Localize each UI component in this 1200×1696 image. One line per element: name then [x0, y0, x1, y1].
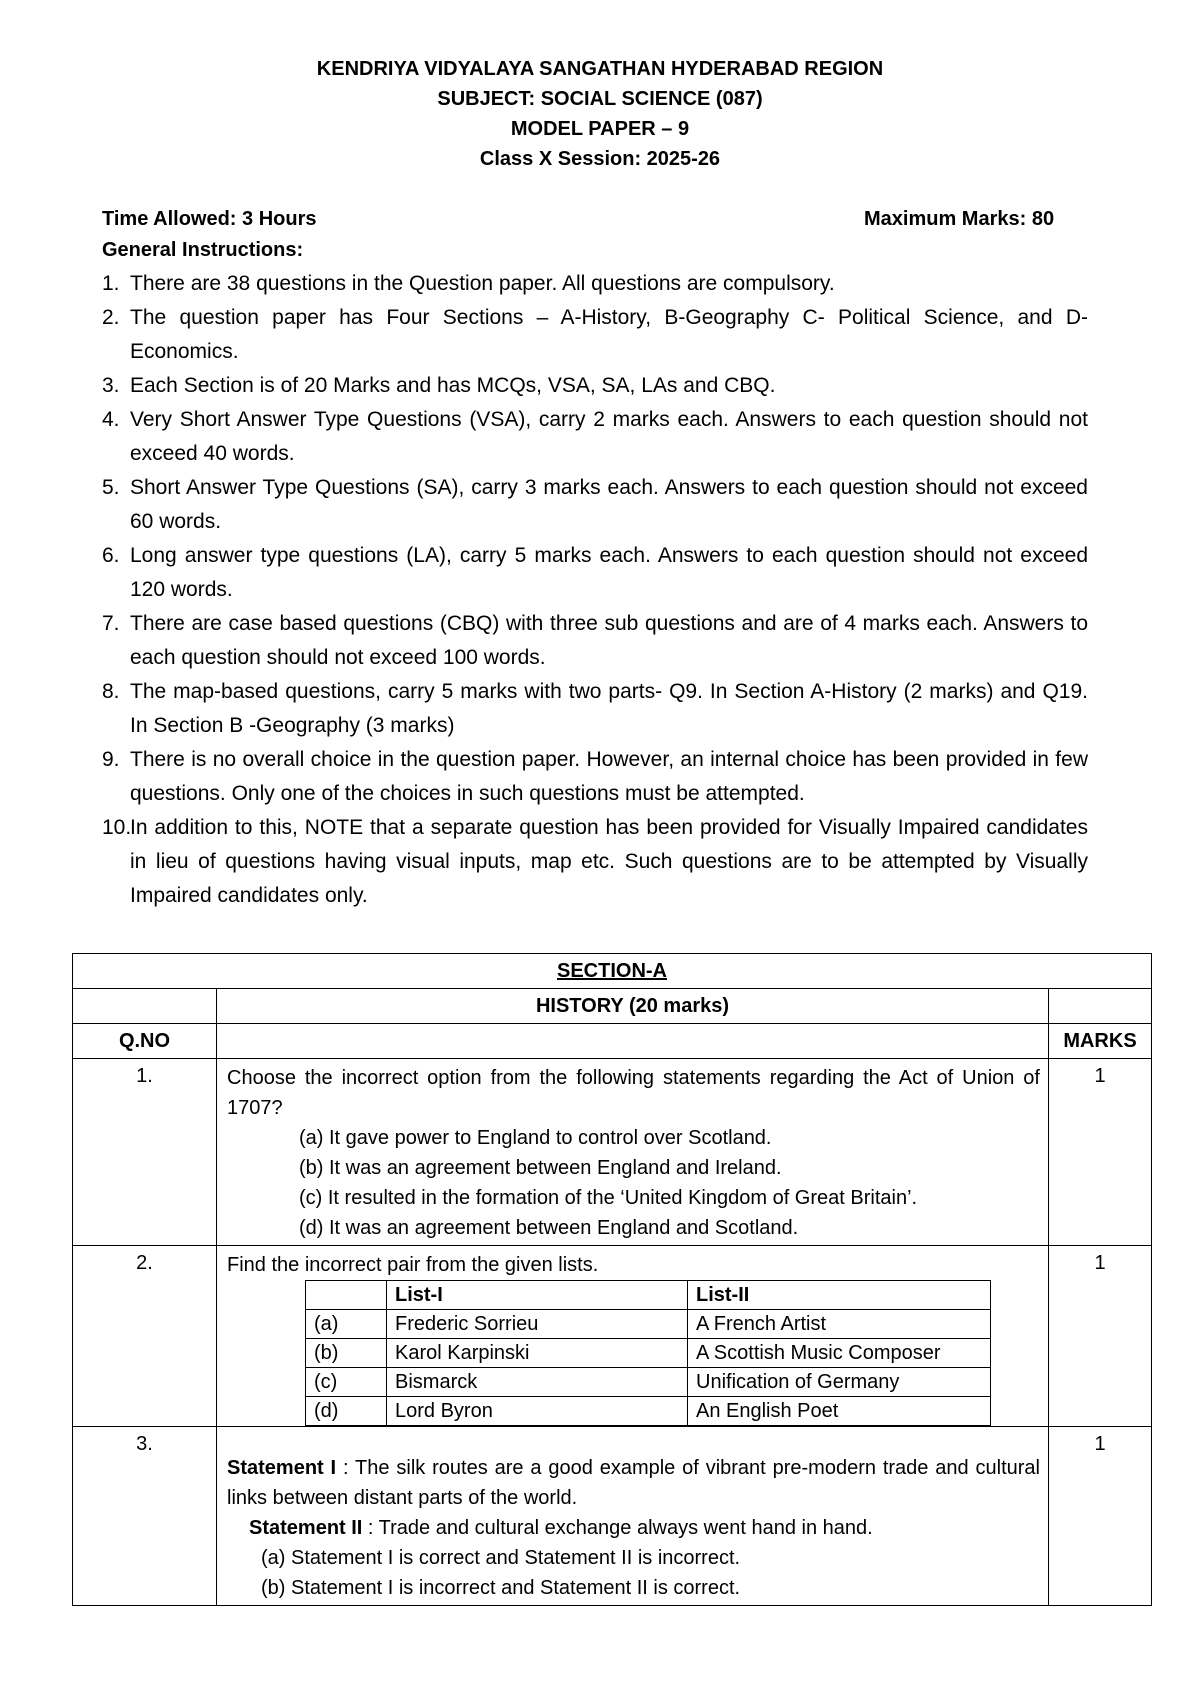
- section-heading: SECTION-A: [73, 954, 1152, 989]
- option: (b) Statement I is incorrect and Statement II is correct.: [261, 1577, 741, 1599]
- option: (a) Statement I is correct and Statement II is incorrect.: [261, 1547, 741, 1569]
- question-marks: 1: [1049, 1427, 1152, 1606]
- paper-title: MODEL PAPER – 9: [510, 118, 690, 140]
- question-number: 2.: [73, 1246, 217, 1427]
- subject-title: SUBJECT: SOCIAL SCIENCE (087): [437, 88, 763, 110]
- school-title: KENDRIYA VIDYALAYA SANGATHAN HYDERABAD REGION: [316, 58, 884, 80]
- option: (d) It was an agreement between England and Scotland.: [299, 1217, 799, 1239]
- option: (b) It was an agreement between England and Ireland.: [299, 1157, 782, 1179]
- match-list-table: List-I List-II (a) Frederic Sorrieu A French Artist (b) Karol Karpinski A Scottish Music Composer (c) Bismarck Unification of Germany (d) Lord Byron An English Poet: [305, 1280, 991, 1426]
- question-marks: 1: [1049, 1246, 1152, 1427]
- instruction-item: 2. The question paper has Four Sections – A-History, B-Geography C- Political Science, and D-Economics.: [102, 306, 1088, 363]
- table-row: [73, 1427, 1152, 1606]
- question-marks: 1: [1049, 1059, 1152, 1246]
- qno-column-header: Q.NO: [73, 1024, 217, 1059]
- general-instructions-heading: General Instructions:: [102, 239, 304, 261]
- question-number: 3.: [73, 1427, 217, 1606]
- instruction-item: 4. Very Short Answer Type Questions (VSA), carry 2 marks each. Answers to each question should not exceed 40 words.: [102, 408, 1088, 465]
- history-heading: HISTORY (20 marks): [217, 989, 1049, 1024]
- question-number: 1.: [73, 1059, 217, 1246]
- option: (c) It resulted in the formation of the ‘United Kingdom of Great Britain’.: [299, 1187, 918, 1209]
- table-row: [73, 1246, 1152, 1427]
- instruction-item: 9. There is no overall choice in the question paper. However, an internal choice has been provided in few questions. Only one of the choices in such questions must be attempted.: [102, 748, 1088, 805]
- question-table: [72, 953, 1152, 1606]
- instruction-item: 1. There are 38 questions in the Question paper. All questions are compulsory.: [102, 272, 835, 295]
- instruction-item: 10.In addition to this, NOTE that a separate question has been provided for Visually Impaired candidates in lieu of questions having visual inputs, map etc. Such questions are to be attempted by Visually Impaired candidates only.: [102, 816, 1088, 907]
- maximum-marks: Maximum Marks: 80: [864, 208, 1055, 230]
- question-text: Choose the incorrect option from the following statements regarding the Act of Union of 1707? (a) It gave power to England to control over Scotland. (b) It was an agreement between England and Ireland. (c) It resulted in the formation of the ‘United Kingdom of Great Britain’. (d) It was an agreement between England and Scotland.: [217, 1059, 1049, 1246]
- table-row: [73, 1059, 1152, 1246]
- question-text: Find the incorrect pair from the given lists. List-I List-II (a) Frederic Sorrieu A French Artist (b) Karol Karpinski A Scottish Music Composer (c) Bismarck Unification of Germany (d) Lord Byron An English Poet: [217, 1246, 1049, 1427]
- question-text: Statement I : The silk routes are a good example of vibrant pre-modern trade and cultural links between distant parts of the world. Statement II : Trade and cultural exchange always went hand in hand. (a) Statement I is correct and Statement II is incorrect. (b) Statement I is incorrect and Statement II is correct.: [217, 1427, 1049, 1606]
- instruction-item: 6. Long answer type questions (LA), carry 5 marks each. Answers to each question should not exceed 120 words.: [102, 544, 1088, 601]
- instruction-item: 8. The map-based questions, carry 5 marks with two parts- Q9. In Section A-History (2 marks) and Q19. In Section B -Geography (3 marks): [102, 680, 1088, 737]
- marks-column-header: MARKS: [1049, 1024, 1152, 1059]
- session-title: Class X Session: 2025-26: [479, 148, 721, 170]
- option: (a) It gave power to England to control over Scotland.: [299, 1127, 772, 1149]
- time-allowed: Time Allowed: 3 Hours: [102, 208, 317, 230]
- instruction-item: 5. Short Answer Type Questions (SA), carry 3 marks each. Answers to each question should not exceed 60 words.: [102, 476, 1088, 533]
- instruction-item: 7. There are case based questions (CBQ) with three sub questions and are of 4 marks each. Answers to each question should not exceed 100 words.: [102, 612, 1088, 669]
- instruction-item: 3. Each Section is of 20 Marks and has MCQs, VSA, SA, LAs and CBQ.: [102, 374, 776, 397]
